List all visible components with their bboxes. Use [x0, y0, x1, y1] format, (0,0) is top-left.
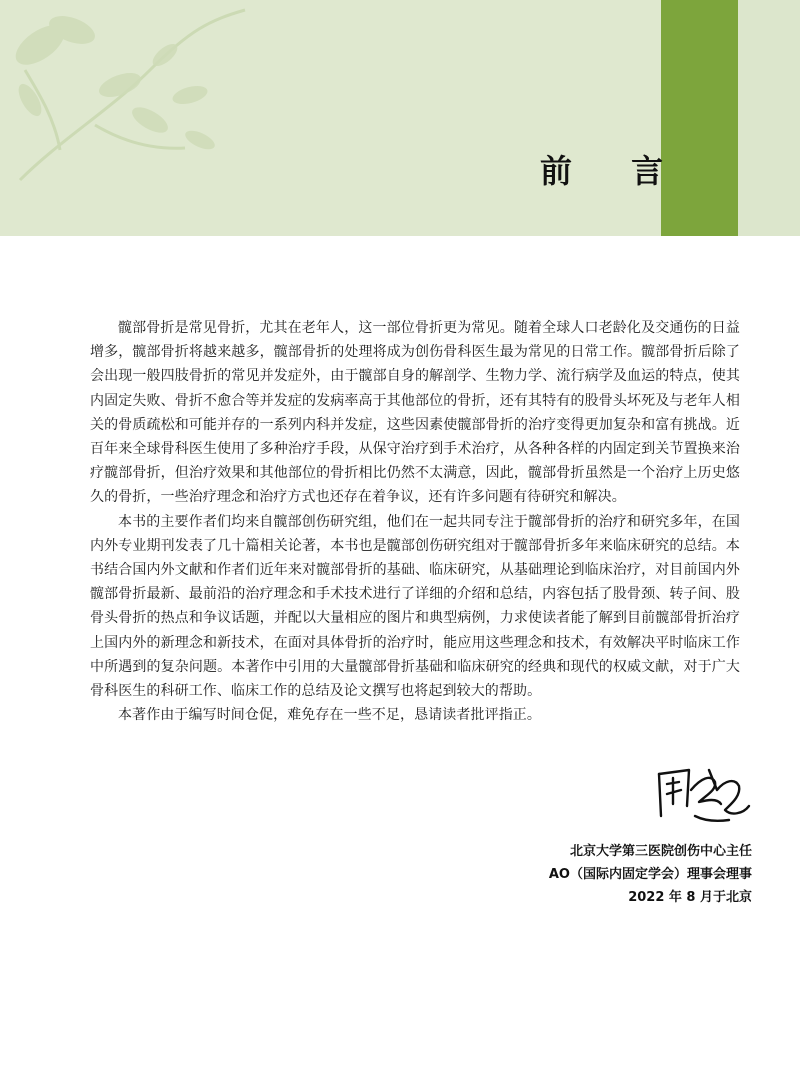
author-position: 北京大学第三医院创伤中心主任: [569, 844, 752, 859]
paragraph: 髋部骨折是常见骨折，尤其在老年人，这一部位骨折更为常见。随着全球人口老龄化及交通伤的日益增多，髋部骨折将越来越多，髋部骨折的处理将成为创伤骨科医生最为常见的日常工作。髋部骨折后除了会出现一般四肢骨折的常见并发症外，由于髋部自身的解剖学、生物力学、流行病学及血运的特点，使其内固定失败、骨折不愈合等并发症的发病率高于其他部位的骨折，还有其特有的股骨头坏死及与老年人相关的骨质疏松和可能并存的一系列内科并发症，这些因素使髋部骨折的治疗变得更加复杂和富有挑战。近百年来全球骨科医生使用了多种治疗手段，从保守治疗到手术治疗，从各种各样的内固定到关节置换来治疗髋部骨折，但治疗效果和其他部位的骨折相比仍然不太满意，因此，髋部骨折虽然是一个治疗上历史悠久的骨折，一些治疗理念和治疗方式也还存在着争议，还有许多问题有待研究和解决。: [90, 320, 740, 506]
date-place: 2022 年 8 月于北京: [628, 890, 752, 905]
accent-bar: [661, 0, 738, 236]
paragraph: 本著作由于编写时间仓促，难免存在一些不足，恳请读者批评指正。: [118, 707, 541, 724]
paragraph: 本书的主要作者们均来自髋部创伤研究组，他们在一起共同专注于髋部骨折的治疗和研究多年，在国内外专业期刊发表了几十篇相关论著，本书也是髋部创伤研究组对于髋部骨折多年来临床研究的总结。本书结合国内外文献和作者们近年来对髋部骨折的基础、临床研究，从基础理论到临床治疗，对目前国内外髋部骨折最新、最前沿的治疗理念和手术技术进行了详细的介绍和总结，内容包括了股骨颈、转子间、股骨头骨折的热点和争议话题，并配以大量相应的图片和典型病例，力求使读者能了解到目前髋部骨折治疗上国内外的新理念和新技术，在面对具体骨折的治疗时，能应用这些理念和技术，有效解决平时临床工作中所遇到的复杂问题。本著作中引用的大量髋部骨折基础和临床研究的经典和现代的权威文献，对于广大骨科医生的科研工作、临床工作的总结及论文撰写也将起到较大的帮助。: [90, 513, 740, 700]
header-band-right: [738, 0, 800, 236]
page-title: 前 言: [540, 152, 688, 190]
leaf-branch-icon: [0, 0, 250, 190]
handwritten-signature: [645, 760, 755, 830]
signature-block: [549, 840, 752, 909]
author-affiliation: AO（国际内固定学会）理事会理事: [548, 867, 752, 882]
preface-body: [90, 316, 740, 727]
